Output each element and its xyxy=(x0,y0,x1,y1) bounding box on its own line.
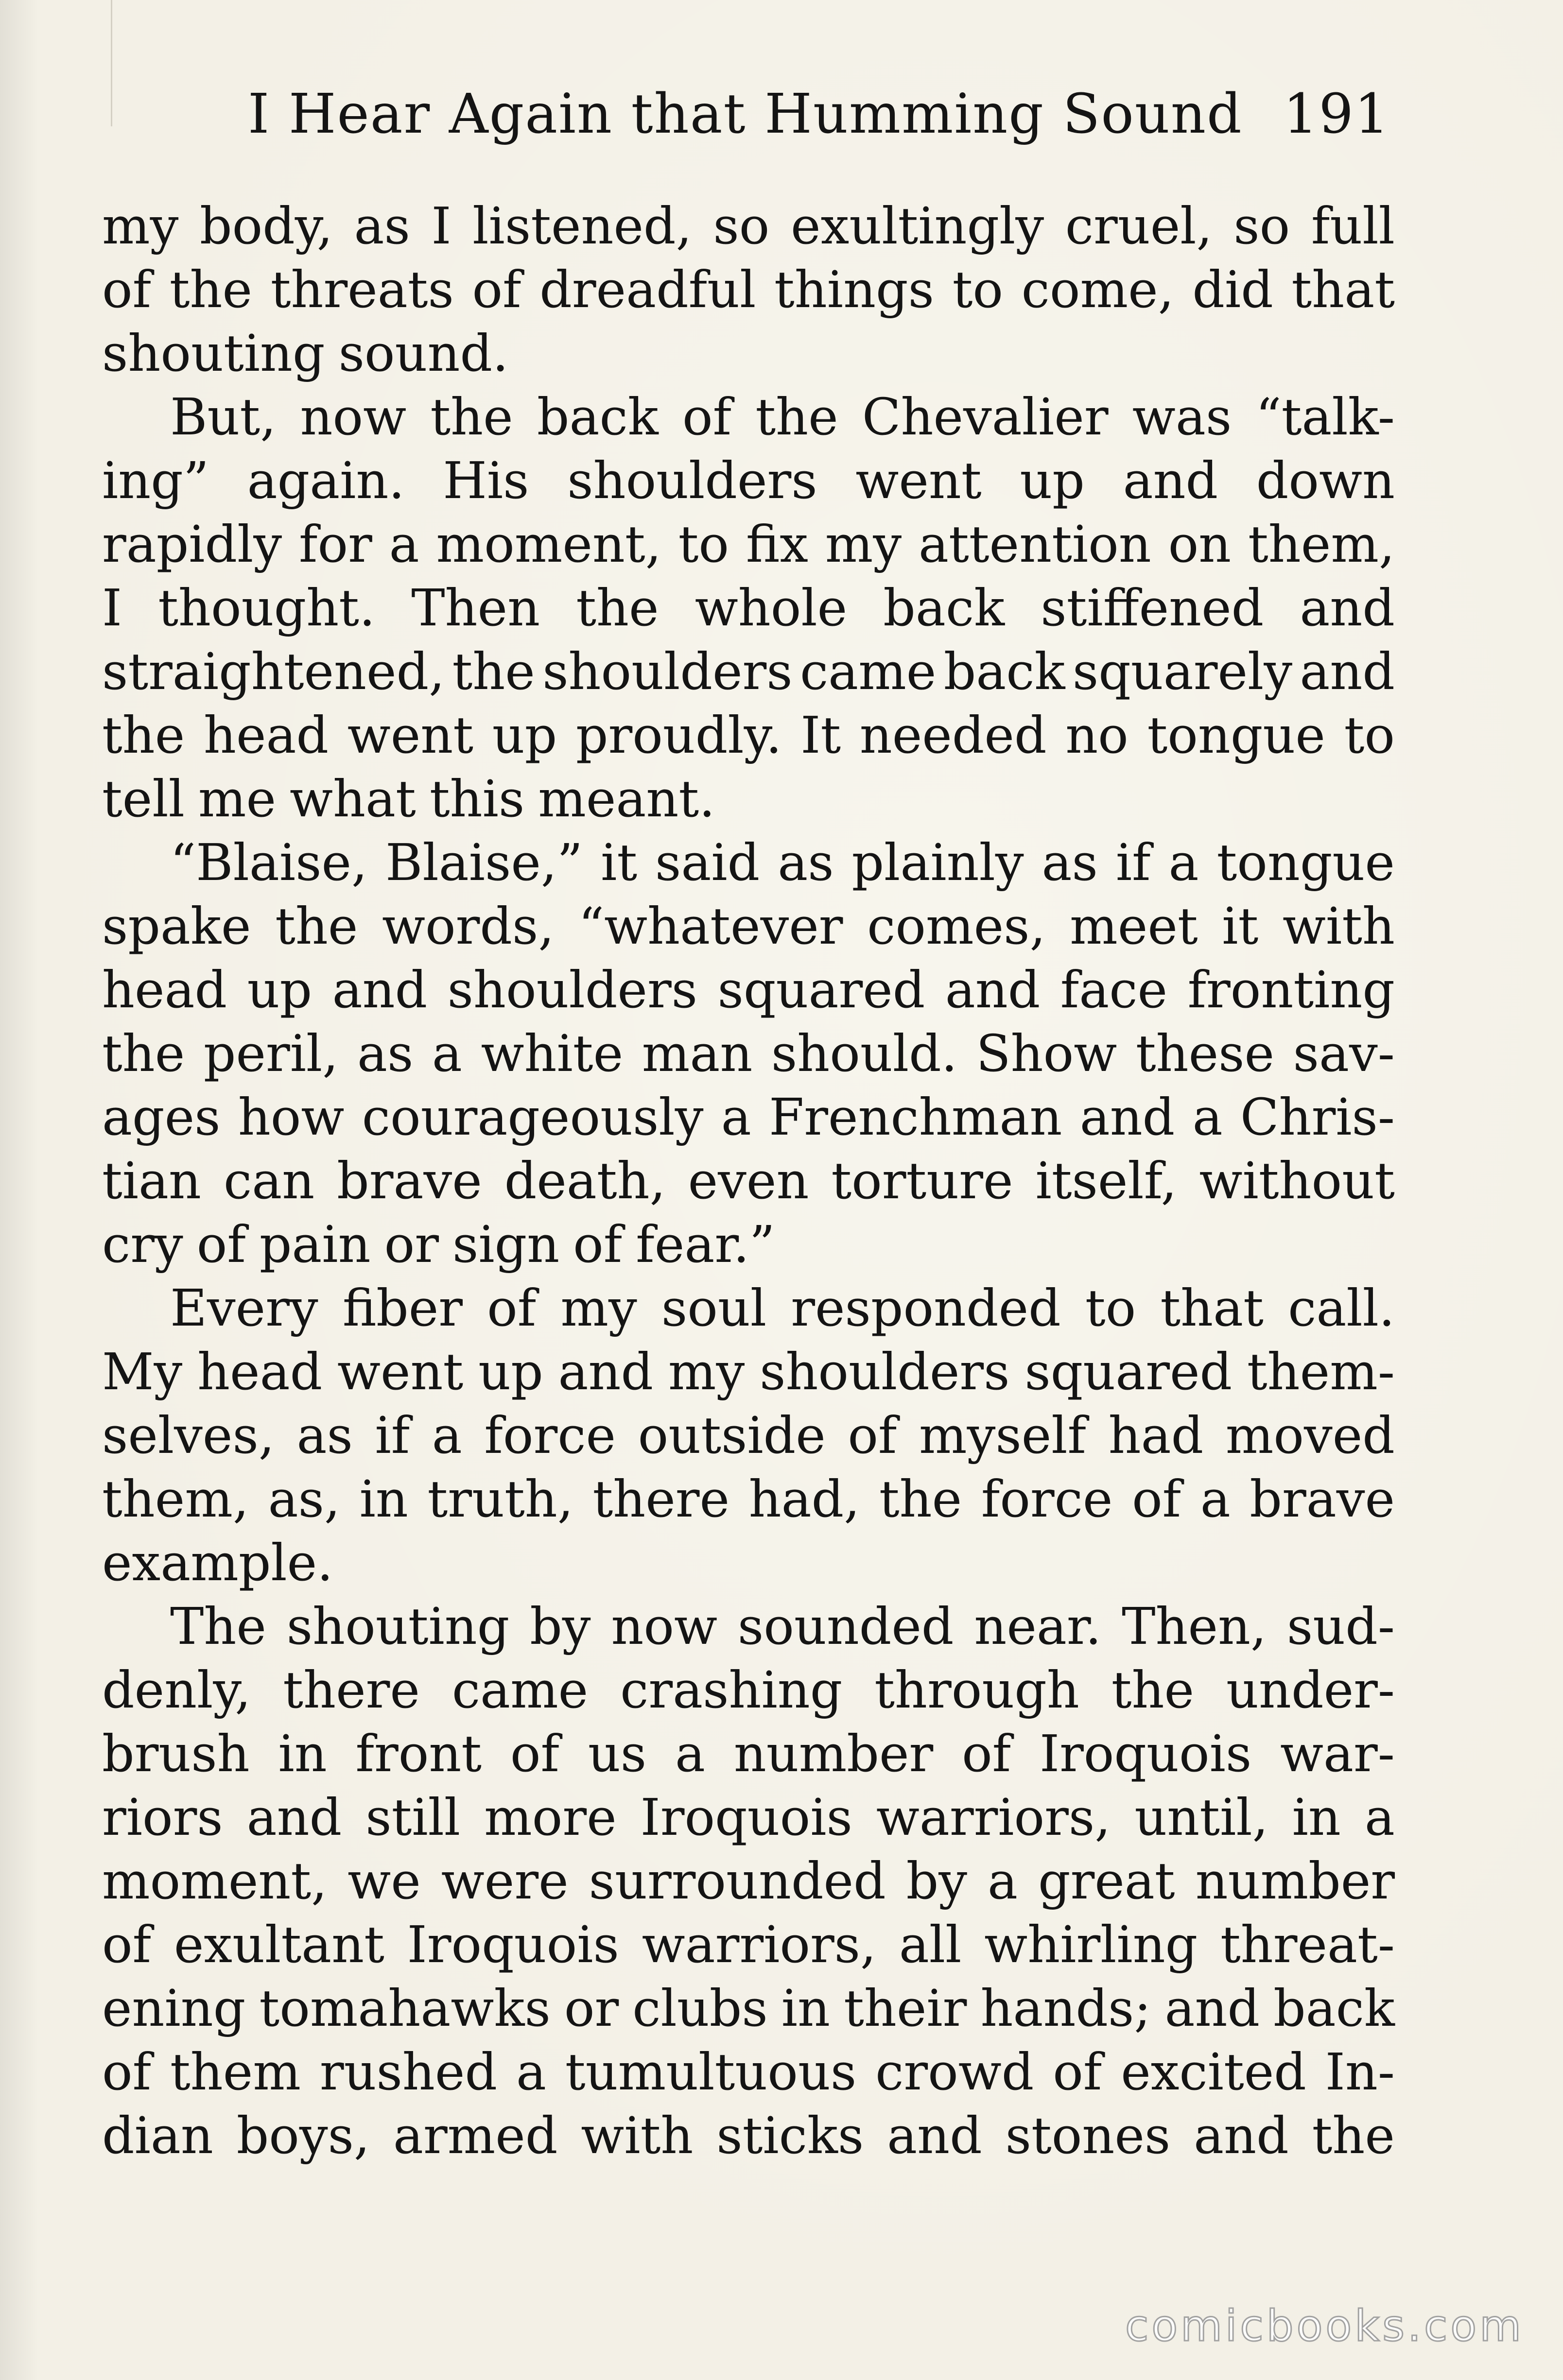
word: boys, xyxy=(236,2106,370,2165)
word: surrounded xyxy=(589,1851,886,1911)
word: up xyxy=(1020,451,1085,510)
word: and xyxy=(1079,1087,1175,1147)
word: them, xyxy=(102,1469,249,1529)
word: courageously xyxy=(362,1087,704,1147)
word: the xyxy=(430,387,513,447)
word: came xyxy=(452,1660,589,1720)
word: cry xyxy=(102,1215,183,1274)
word: back xyxy=(883,578,1005,638)
word: of xyxy=(472,260,521,319)
word: number xyxy=(1195,1851,1395,1911)
word: moved xyxy=(1225,1406,1395,1465)
word: back xyxy=(943,642,1065,701)
word: of xyxy=(487,1278,537,1338)
word: came xyxy=(799,642,937,701)
word: head xyxy=(102,960,227,1019)
text-line xyxy=(102,1658,1395,1722)
word: there xyxy=(283,1660,420,1720)
word: a xyxy=(987,1851,1018,1911)
word: of xyxy=(1053,2042,1102,2102)
word: In- xyxy=(1325,2042,1395,2102)
word: even xyxy=(688,1151,809,1210)
word: rapidly xyxy=(102,515,282,574)
word: and xyxy=(1123,451,1218,510)
word: and xyxy=(246,1788,342,1847)
word: fix xyxy=(746,515,808,574)
word: the xyxy=(275,897,358,956)
word: sign xyxy=(452,1215,560,1274)
word: “Blaise, xyxy=(170,833,368,892)
word: a xyxy=(675,1724,706,1783)
word: had, xyxy=(748,1469,860,1529)
word: head xyxy=(197,1342,323,1401)
word: tell xyxy=(102,769,185,828)
word: meet xyxy=(1070,897,1198,956)
word: can xyxy=(223,1151,315,1210)
word: should. xyxy=(771,1024,957,1083)
word: proudly. xyxy=(575,706,782,765)
word: the xyxy=(169,260,253,319)
word: I xyxy=(102,578,122,638)
text-line xyxy=(102,258,1395,322)
word: of xyxy=(962,1724,1011,1783)
word: up xyxy=(492,706,557,765)
word: the xyxy=(102,706,185,765)
word: war- xyxy=(1280,1724,1395,1783)
word: fear.” xyxy=(636,1215,775,1274)
text-line xyxy=(102,1276,1395,1340)
word: it xyxy=(601,833,638,892)
word: my xyxy=(825,515,902,574)
word: us xyxy=(588,1724,647,1783)
word: Then, xyxy=(1122,1597,1267,1656)
word: sav- xyxy=(1293,1024,1395,1083)
word: things xyxy=(774,260,934,319)
page-crease xyxy=(111,0,112,126)
word: them- xyxy=(1247,1342,1395,1401)
word: a xyxy=(516,2042,546,2102)
word: truth, xyxy=(427,1469,573,1529)
word: brush xyxy=(102,1724,250,1783)
word: pain xyxy=(259,1215,371,1274)
word: brave xyxy=(1250,1469,1395,1529)
word: squarely xyxy=(1072,642,1293,701)
page-gutter-shadow xyxy=(0,0,39,2380)
word: Iroquois xyxy=(1039,1724,1252,1783)
word: face xyxy=(1060,960,1168,1019)
word: exultingly xyxy=(791,196,1044,256)
word: of xyxy=(510,1724,560,1783)
word: stones xyxy=(1005,2106,1171,2165)
word: It xyxy=(800,706,841,765)
text-line xyxy=(102,1149,1395,1213)
word: Iroquois xyxy=(407,1915,619,1974)
word: what xyxy=(290,769,416,828)
running-header xyxy=(248,73,1390,155)
word: by xyxy=(906,1851,967,1911)
word: or xyxy=(564,1979,619,2038)
word: or xyxy=(384,1215,439,1274)
word: outside xyxy=(638,1406,826,1465)
word: my xyxy=(560,1278,637,1338)
word: went xyxy=(337,1342,464,1401)
word: needed xyxy=(859,706,1047,765)
word: myself xyxy=(919,1406,1087,1465)
word: soul xyxy=(661,1278,767,1338)
word: did xyxy=(1192,260,1273,319)
word: I xyxy=(431,196,452,256)
word: a xyxy=(1200,1469,1231,1529)
word: body, xyxy=(200,196,333,256)
word: this xyxy=(429,769,525,828)
word: sud- xyxy=(1286,1597,1395,1656)
word: My xyxy=(102,1342,183,1401)
text-line xyxy=(102,831,1395,895)
chapter-title: I Hear Again that Humming Sound xyxy=(248,83,1243,146)
word: until, xyxy=(1134,1788,1268,1847)
word: the xyxy=(879,1469,962,1529)
word: whole xyxy=(695,578,848,638)
text-line xyxy=(102,1722,1395,1786)
word: and xyxy=(1164,1979,1260,2038)
word: all xyxy=(899,1915,962,1974)
word: force xyxy=(484,1406,616,1465)
word: “talk- xyxy=(1255,387,1395,447)
word: on xyxy=(1168,515,1232,574)
word: tongue xyxy=(1216,833,1395,892)
word: sounded xyxy=(737,1597,954,1656)
word: a xyxy=(432,1024,462,1083)
word: if xyxy=(1115,833,1151,892)
word: and xyxy=(332,960,428,1019)
word: to xyxy=(1344,706,1395,765)
word: shouting xyxy=(102,324,325,383)
word: listened, xyxy=(472,196,692,256)
word: the xyxy=(1312,2106,1395,2165)
text-line xyxy=(102,1786,1395,1849)
word: crowd xyxy=(875,2042,1034,2102)
word: that xyxy=(1160,1278,1264,1338)
text-line xyxy=(102,1913,1395,1977)
word: responded xyxy=(791,1278,1061,1338)
word: riors xyxy=(102,1788,223,1847)
word: up xyxy=(247,960,313,1019)
text-line xyxy=(102,576,1395,640)
word: if xyxy=(375,1406,410,1465)
word: of xyxy=(573,1215,623,1274)
word: in xyxy=(359,1469,408,1529)
word: near. xyxy=(974,1597,1102,1656)
word: Blaise,” xyxy=(385,833,583,892)
word: so xyxy=(713,196,770,256)
word: a xyxy=(1192,1087,1223,1147)
word: as xyxy=(296,1406,353,1465)
text-line xyxy=(102,1340,1395,1404)
word: and xyxy=(558,1342,654,1401)
word: for xyxy=(299,515,372,574)
word: force xyxy=(981,1469,1113,1529)
word: their xyxy=(844,1979,967,2038)
word: His xyxy=(443,451,529,510)
word: and xyxy=(1300,642,1395,701)
word: moment, xyxy=(102,1851,328,1911)
word: squared xyxy=(1025,1342,1233,1401)
word: Iroquois xyxy=(640,1788,852,1847)
word: with xyxy=(1282,897,1395,956)
word: to xyxy=(952,260,1004,319)
word: of xyxy=(102,260,152,319)
word: and xyxy=(1300,578,1395,638)
word: a xyxy=(432,1406,462,1465)
word: number xyxy=(733,1724,934,1783)
word: squared xyxy=(717,960,925,1019)
word: stiffened xyxy=(1041,578,1264,638)
word: the xyxy=(1111,1660,1195,1720)
word: no xyxy=(1065,706,1129,765)
word: itself, xyxy=(1035,1151,1177,1210)
text-line xyxy=(102,1086,1395,1149)
word: went xyxy=(347,706,474,765)
text-line xyxy=(102,1022,1395,1086)
word: now xyxy=(300,387,407,447)
word: sticks xyxy=(716,2106,864,2165)
text-line xyxy=(102,1531,1395,1595)
word: dian xyxy=(102,2106,213,2165)
word: down xyxy=(1256,451,1395,510)
word: was xyxy=(1132,387,1232,447)
text-line xyxy=(102,1404,1395,1467)
word: and xyxy=(1194,2106,1289,2165)
word: straightened, xyxy=(102,642,445,701)
word: now xyxy=(611,1597,717,1656)
text-line xyxy=(102,194,1395,258)
word: tian xyxy=(102,1151,202,1210)
word: under- xyxy=(1226,1660,1395,1720)
word: come, xyxy=(1021,260,1174,319)
word: threat- xyxy=(1220,1915,1395,1974)
word: we xyxy=(347,1851,421,1911)
word: my xyxy=(668,1342,745,1401)
word: hands; xyxy=(980,1979,1151,2038)
word: ening xyxy=(102,1979,246,2038)
word: dreadful xyxy=(539,260,756,319)
word: without xyxy=(1199,1151,1395,1210)
word: “whatever xyxy=(578,897,843,956)
text-line xyxy=(102,958,1395,1022)
text-line xyxy=(102,895,1395,958)
word: whirling xyxy=(984,1915,1198,1974)
word: and xyxy=(887,2106,982,2165)
word: of xyxy=(102,2042,152,2102)
word: with xyxy=(581,2106,694,2165)
word: more xyxy=(484,1788,617,1847)
word: that xyxy=(1291,260,1395,319)
page-number: 191 xyxy=(1283,83,1390,146)
text-line xyxy=(102,1467,1395,1531)
word: moment, xyxy=(436,515,661,574)
word: exultant xyxy=(174,1915,384,1974)
word: through xyxy=(874,1660,1079,1720)
word: the xyxy=(452,642,535,701)
text-line xyxy=(102,2040,1395,2104)
word: said xyxy=(655,833,760,892)
word: crashing xyxy=(620,1660,843,1720)
word: comes, xyxy=(867,897,1046,956)
word: great xyxy=(1038,1851,1175,1911)
word: Chris- xyxy=(1240,1087,1395,1147)
word: them, xyxy=(1248,515,1395,574)
word: call. xyxy=(1288,1278,1395,1338)
word: of xyxy=(102,1915,152,1974)
word: denly, xyxy=(102,1660,251,1720)
word: them xyxy=(170,2042,301,2102)
word: were xyxy=(441,1851,569,1911)
word: Chevalier xyxy=(862,387,1109,447)
word: front xyxy=(355,1724,482,1783)
word: it xyxy=(1222,897,1259,956)
text-line xyxy=(102,2104,1395,2168)
text-line xyxy=(102,513,1395,576)
word: fiber xyxy=(342,1278,463,1338)
word: shoulders xyxy=(542,642,793,701)
word: the xyxy=(755,387,838,447)
word: back xyxy=(1273,1979,1395,2038)
word: a xyxy=(389,515,419,574)
word: peril, xyxy=(203,1024,339,1083)
word: fronting xyxy=(1187,960,1395,1019)
word: threats xyxy=(270,260,454,319)
word: thought. xyxy=(158,578,376,638)
text-line xyxy=(102,322,1395,385)
text-line xyxy=(102,1595,1395,1658)
word: there xyxy=(592,1469,730,1529)
word: of xyxy=(848,1406,897,1465)
word: tongue xyxy=(1147,706,1325,765)
word: man xyxy=(642,1024,753,1083)
word: these xyxy=(1135,1024,1275,1083)
word: head xyxy=(203,706,329,765)
word: warriors, xyxy=(876,1788,1111,1847)
word: Frenchman xyxy=(769,1087,1062,1147)
word: The xyxy=(170,1597,266,1656)
word: Then xyxy=(411,578,540,638)
word: how xyxy=(238,1087,345,1147)
word: back xyxy=(537,387,659,447)
word: rushed xyxy=(319,2042,498,2102)
word: plainly xyxy=(851,833,1024,892)
word: example. xyxy=(102,1533,333,1592)
word: as xyxy=(354,196,410,256)
word: of xyxy=(196,1215,246,1274)
word: Every xyxy=(170,1278,318,1338)
body-text xyxy=(102,194,1395,2168)
word: a xyxy=(1168,833,1199,892)
word: in xyxy=(781,1979,831,2038)
word: and xyxy=(945,960,1041,1019)
word: Show xyxy=(976,1024,1117,1083)
word: sound. xyxy=(338,324,509,383)
word: up xyxy=(478,1342,543,1401)
word: had xyxy=(1108,1406,1204,1465)
word: white xyxy=(481,1024,624,1083)
text-line xyxy=(102,1977,1395,2040)
word: words, xyxy=(382,897,555,956)
word: brave xyxy=(337,1151,482,1210)
word: a xyxy=(1364,1788,1395,1847)
word: in xyxy=(278,1724,327,1783)
word: still xyxy=(365,1788,461,1847)
word: as, xyxy=(268,1469,341,1529)
word: ages xyxy=(102,1087,221,1147)
word: death, xyxy=(504,1151,666,1210)
word: torture xyxy=(831,1151,1013,1210)
word: spake xyxy=(102,897,251,956)
word: again. xyxy=(247,451,405,510)
word: tomahawks xyxy=(259,1979,551,2038)
word: my xyxy=(102,196,179,256)
word: of xyxy=(682,387,732,447)
word: selves, xyxy=(102,1406,275,1465)
text-line xyxy=(102,385,1395,449)
word: the xyxy=(102,1024,185,1083)
word: ing” xyxy=(102,451,209,510)
text-line xyxy=(102,1849,1395,1913)
word: of xyxy=(1132,1469,1181,1529)
word: warriors, xyxy=(642,1915,877,1974)
word: shoulders xyxy=(447,960,698,1019)
word: to xyxy=(1085,1278,1136,1338)
text-line xyxy=(102,449,1395,513)
text-line xyxy=(102,640,1395,704)
word: excited xyxy=(1121,2042,1306,2102)
word: so xyxy=(1233,196,1290,256)
word: a xyxy=(721,1087,751,1147)
word: cruel, xyxy=(1065,196,1213,256)
text-line xyxy=(102,704,1395,767)
text-line xyxy=(102,767,1395,831)
word: full xyxy=(1311,196,1395,256)
word: me xyxy=(198,769,277,828)
word: by xyxy=(530,1597,591,1656)
word: clubs xyxy=(632,1979,768,2038)
word: tumultuous xyxy=(565,2042,857,2102)
word: as xyxy=(778,833,834,892)
word: shouting xyxy=(286,1597,510,1656)
watermark: comicbooks.com xyxy=(1125,2301,1524,2351)
word: shoulders xyxy=(567,451,817,510)
word: But, xyxy=(170,387,277,447)
word: meant. xyxy=(538,769,715,828)
word: to xyxy=(678,515,729,574)
word: the xyxy=(576,578,659,638)
word: in xyxy=(1292,1788,1341,1847)
word: attention xyxy=(918,515,1151,574)
word: shoulders xyxy=(760,1342,1010,1401)
word: as xyxy=(1042,833,1098,892)
word: as xyxy=(357,1024,414,1083)
word: went xyxy=(855,451,982,510)
word: armed xyxy=(393,2106,558,2165)
text-line xyxy=(102,1213,1395,1276)
